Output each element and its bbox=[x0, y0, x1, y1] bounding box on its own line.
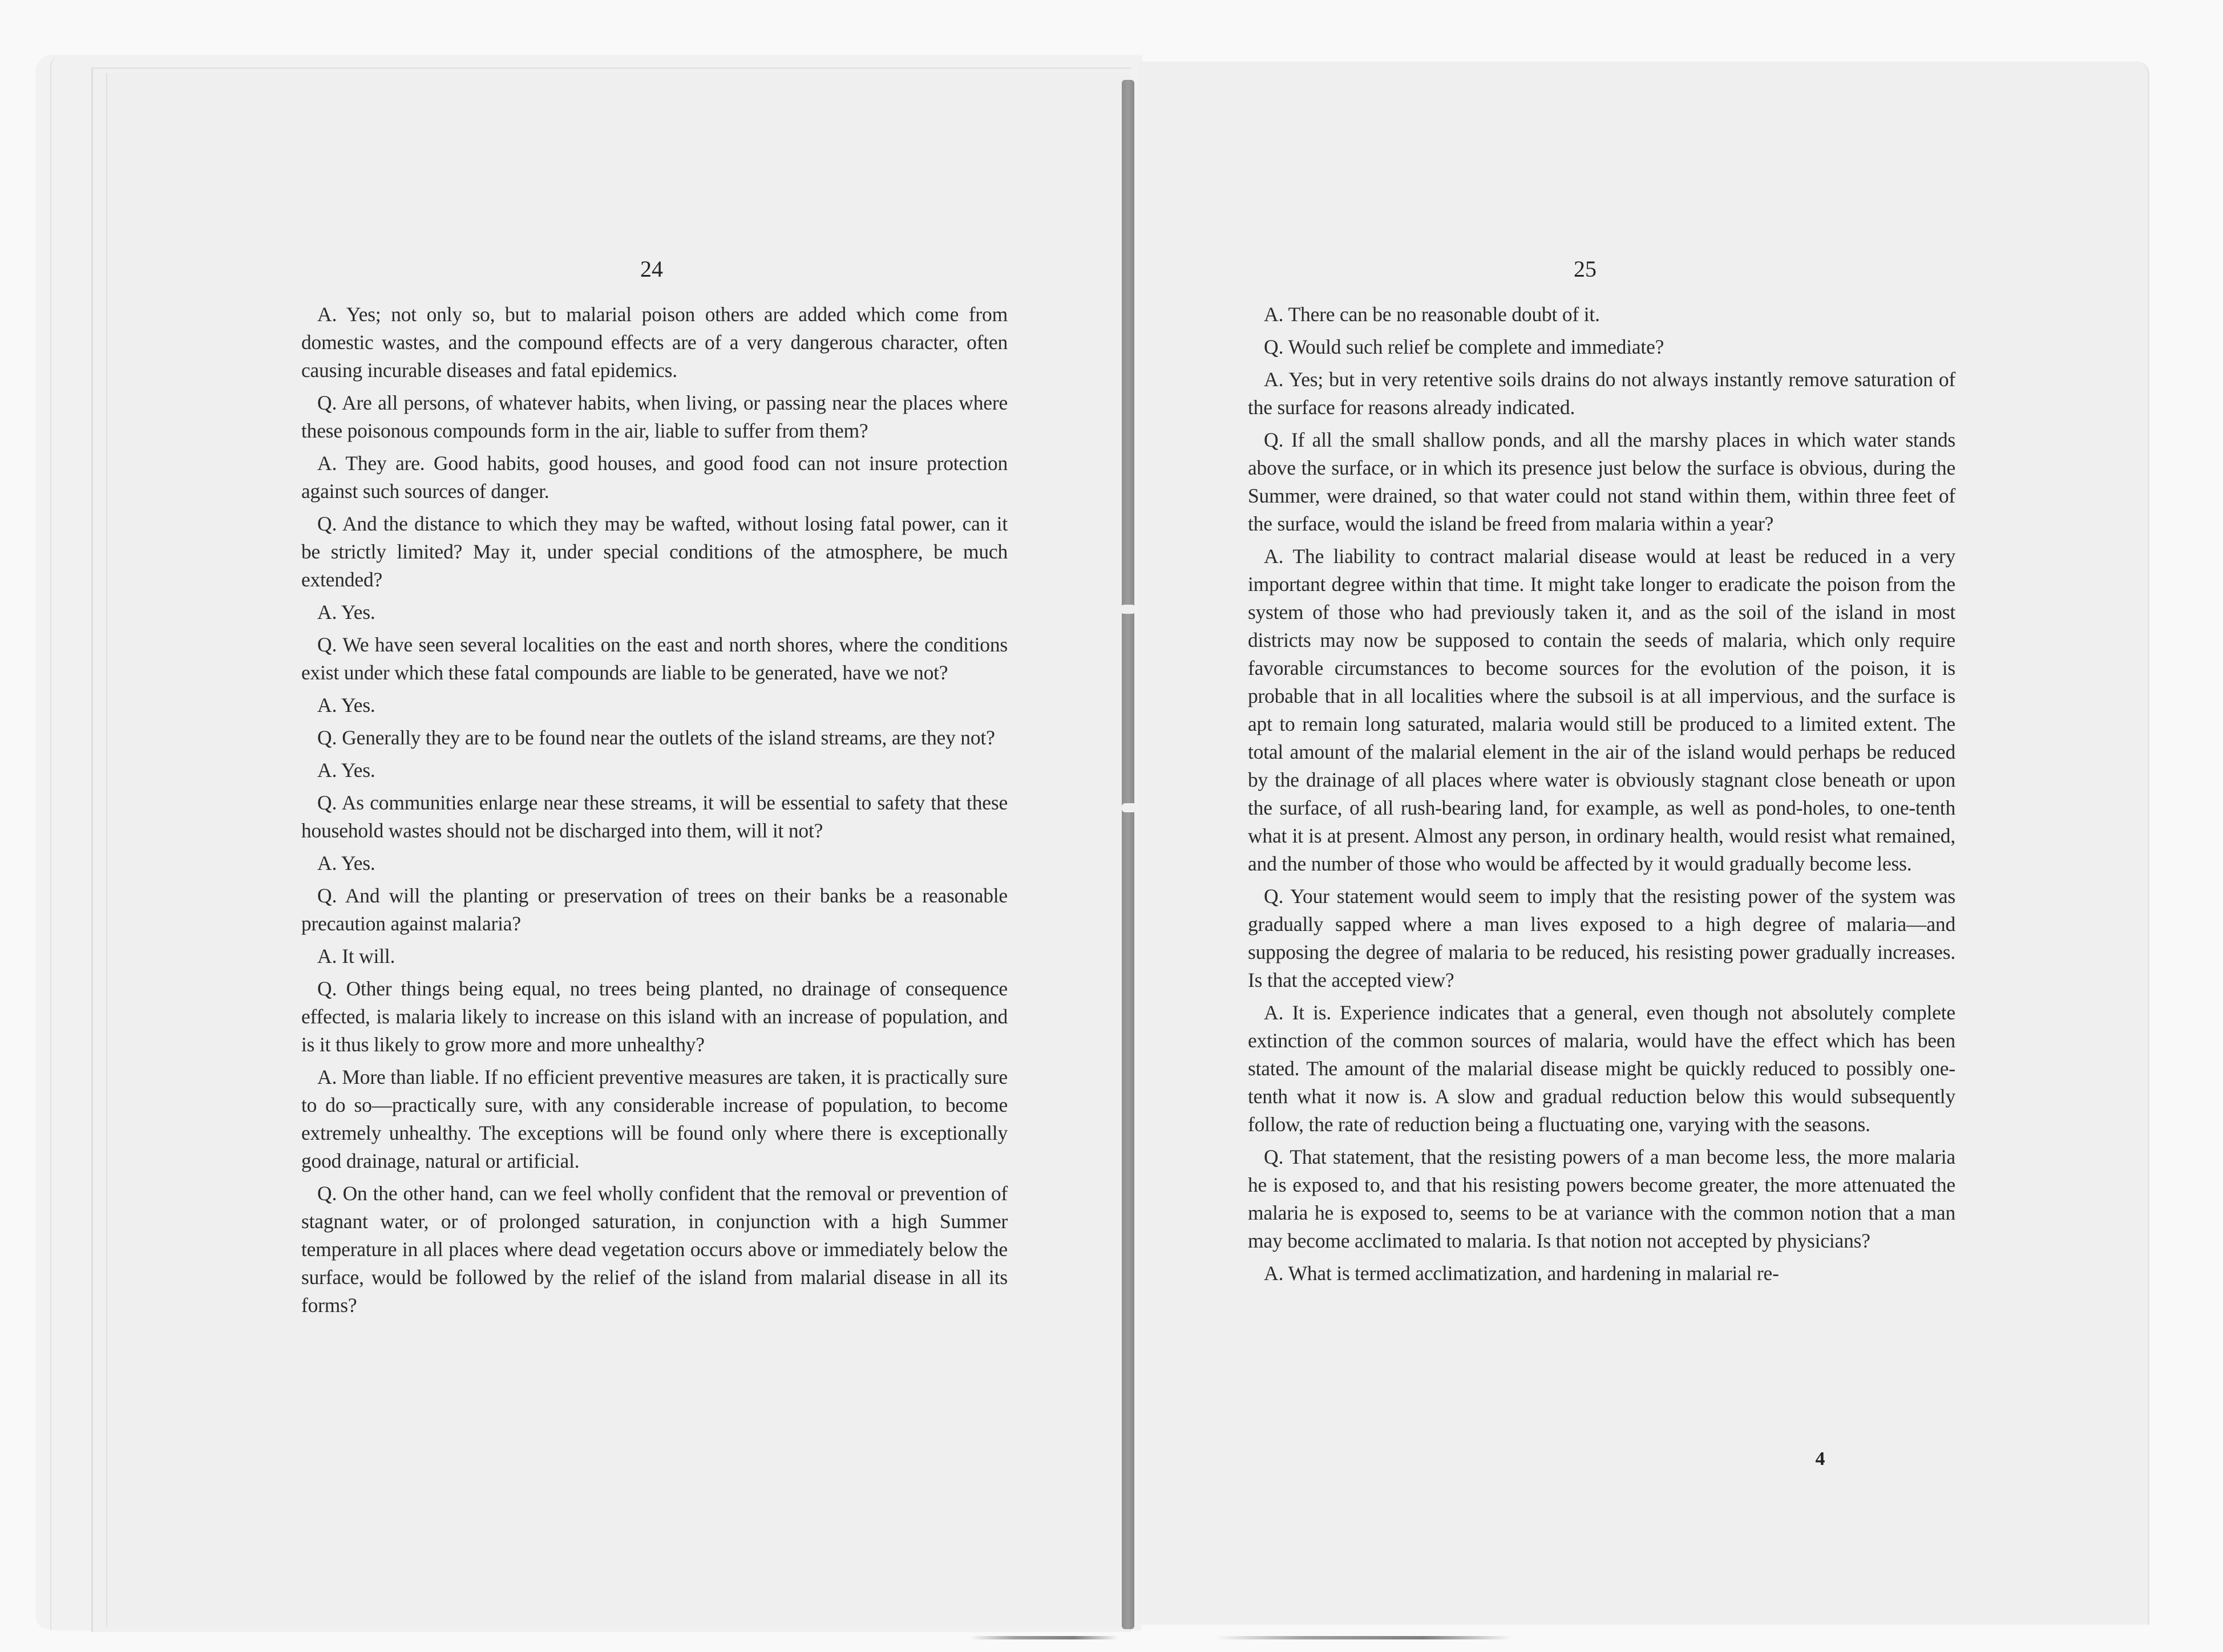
question-paragraph bbox=[301, 724, 1008, 752]
binding-thread-notch bbox=[1121, 605, 1135, 614]
paragraph-text: More than liable. If no efficient preventive measures are taken, it is practically sure to do so—practically sure, with any considerable increase of population, to become extremely unhealthy. The exceptions will be found only where there is exceptionally good drainage, natural or artificial. bbox=[301, 1066, 1008, 1172]
bottom-edge-shadow bbox=[1215, 1636, 1512, 1639]
question-paragraph bbox=[1248, 426, 1955, 538]
paragraph-text: Yes. bbox=[341, 601, 375, 623]
speaker-label: A. bbox=[317, 1066, 337, 1088]
paragraph-text: As communities enlarge near these streams, it will be essential to safety that these household wastes should not be discharged into them, will it not? bbox=[301, 791, 1008, 842]
question-paragraph bbox=[1248, 1143, 1955, 1255]
question-paragraph bbox=[301, 975, 1008, 1059]
answer-paragraph bbox=[301, 1063, 1008, 1175]
paragraph-text: There can be no reasonable doubt of it. bbox=[1288, 303, 1600, 326]
bottom-edge-shadow bbox=[970, 1636, 1118, 1639]
paragraph-text: Other things being equal, no trees being planted, no drainage of consequence effected, is malaria likely to increase on this island with an increase of population, and is it thus likely to grow more and more unhealthy? bbox=[301, 977, 1008, 1056]
page-number: 25 bbox=[1574, 256, 1596, 282]
question-paragraph bbox=[301, 882, 1008, 938]
paragraph-text: Yes; but in very retentive soils drains do not always instantly remove saturation of the surface for reasons already indicated. bbox=[1248, 368, 1956, 419]
paragraph-text: Yes. bbox=[341, 852, 375, 874]
left-page-text bbox=[301, 301, 1008, 1324]
question-paragraph bbox=[301, 510, 1008, 594]
speaker-label: Q. bbox=[1264, 428, 1284, 451]
speaker-label: A. bbox=[317, 601, 337, 623]
question-paragraph bbox=[301, 631, 1008, 687]
paragraph-text: The liability to contract malarial disease would at least be reduced in a very important degree within that time. It might take longer to eradicate the poison from the system of those who had previously taken it, and as the soil of the island in most districts may now be supposed to contain the seeds of malaria, which only require favorable circumstances to become sources for the evolution of the poison, it is probable that in all localities where the subsoil is at all impervious, and the surface is apt to remain long saturated, malaria would still be produced to a limited extent. The total amount of the malarial element in the air of the island would perhaps be reduced by the drainage of all places where water is obviously stagnant close beneath or upon the surface, of all rush-bearing land, for example, as well as pond-holes, to one-tenth what it is at present. Almost any person, in ordinary health, would resist what remained, and the number of those who would be affected by it would gradually become less. bbox=[1248, 545, 1955, 875]
speaker-label: Q. bbox=[1264, 335, 1284, 358]
speaker-label: Q. bbox=[317, 884, 337, 907]
answer-paragraph bbox=[301, 942, 1008, 970]
speaker-label: Q. bbox=[1264, 1145, 1284, 1168]
paragraph-text: What is termed acclimatization, and hardening in malarial re- bbox=[1288, 1262, 1779, 1285]
paragraph-text: If all the small shallow ponds, and all the marshy places in which water stands above the surface, or in which its presence just below the surface is obvious, during the Summer, were drained, so that water could not stand within them, within three feet of the surface, would the island be freed from malaria within a year? bbox=[1248, 428, 1955, 535]
answer-paragraph bbox=[1248, 542, 1955, 878]
speaker-label: Q. bbox=[317, 791, 337, 814]
answer-paragraph bbox=[301, 849, 1008, 877]
speaker-label: A. bbox=[1264, 303, 1284, 326]
answer-paragraph bbox=[1248, 366, 1955, 422]
speaker-label: A. bbox=[317, 945, 337, 967]
answer-paragraph bbox=[1248, 301, 1955, 329]
answer-paragraph bbox=[301, 756, 1008, 784]
speaker-label: A. bbox=[317, 759, 337, 782]
speaker-label: Q. bbox=[317, 391, 337, 414]
book-spine-binding bbox=[1122, 80, 1134, 1629]
page-number: 24 bbox=[640, 256, 663, 282]
paragraph-text: They are. Good habits, good houses, and good food can not insure protection against such sources of danger. bbox=[301, 452, 1008, 503]
speaker-label: Q. bbox=[317, 977, 337, 1000]
speaker-label: A. bbox=[1264, 1262, 1284, 1285]
right-page-text bbox=[1248, 301, 1955, 1292]
answer-paragraph bbox=[301, 598, 1008, 626]
paragraph-text: Generally they are to be found near the outlets of the island streams, are they not? bbox=[342, 726, 995, 749]
paragraph-text: Are all persons, of whatever habits, when living, or passing near the places where these poisonous compounds form in the air, liable to suffer from them? bbox=[301, 391, 1008, 442]
speaker-label: A. bbox=[317, 303, 337, 326]
question-paragraph bbox=[1248, 333, 1955, 361]
answer-paragraph bbox=[1248, 999, 1955, 1139]
paragraph-text: Yes. bbox=[341, 694, 375, 716]
paragraph-text: Would such relief be complete and immediate? bbox=[1288, 335, 1664, 358]
speaker-label: Q. bbox=[317, 633, 337, 656]
paragraph-text: And the distance to which they may be wafted, without losing fatal power, can it be strictly limited? May it, under special conditions of the atmosphere, be much extended? bbox=[301, 512, 1008, 591]
paragraph-text: It is. Experience indicates that a general, even though not absolutely complete extinction of the common sources of malaria, would have the effect which has been stated. The amount of the malarial disease might be quickly reduced to possibly one-tenth what it now is. A slow and gradual reduction below this would subsequently follow, the rate of reduction being a fluctuating one, varying with the seasons. bbox=[1248, 1001, 1955, 1136]
paragraph-text: Your statement would seem to imply that the resisting power of the system was gradually sapped where a man lives exposed to a high degree of malaria—and supposing the degree of malaria to be reduced, his resisting power gradually increases. Is that the accepted view? bbox=[1248, 885, 1955, 991]
speaker-label: Q. bbox=[317, 726, 337, 749]
paragraph-text: Yes. bbox=[341, 759, 375, 782]
paragraph-text: Yes; not only so, but to malarial poison others are added which come from domestic wastes, and the compound effects are of a very dangerous character, often causing incurable diseases and fatal epidemics. bbox=[301, 303, 1008, 382]
answer-paragraph bbox=[1248, 1260, 1955, 1287]
paragraph-text: We have seen several localities on the east and north shores, where the conditions exist under which these fatal compounds are liable to be generated, have we not? bbox=[301, 633, 1008, 684]
speaker-label: Q. bbox=[317, 512, 337, 535]
paragraph-text: On the other hand, can we feel wholly confident that the removal or prevention of stagnant water, or of prolonged saturation, in conjunction with a high Summer temperature in all places where dead vegetation occurs above or immediately below the surface, would be followed by the relief of the island from malarial disease in all its forms? bbox=[301, 1182, 1008, 1317]
speaker-label: A. bbox=[1264, 368, 1284, 391]
speaker-label: A. bbox=[317, 852, 337, 874]
speaker-label: A. bbox=[1264, 1001, 1284, 1024]
speaker-label: A. bbox=[317, 694, 337, 716]
question-paragraph bbox=[301, 389, 1008, 445]
paragraph-text: That statement, that the resisting powers of a man become less, the more malaria he is exposed to, and that his resisting powers become greater, the more attenuated the malaria he is exposed to, seems to be at variance with the common notion that a man may become acclimated to malaria. Is that notion not accepted by physicians? bbox=[1248, 1145, 1955, 1252]
answer-paragraph bbox=[301, 691, 1008, 719]
question-paragraph bbox=[1248, 882, 1955, 994]
paragraph-text: And will the planting or preservation of trees on their banks be a reasonable precaution against malaria? bbox=[301, 884, 1008, 935]
paragraph-text: It will. bbox=[342, 945, 395, 967]
binding-thread-notch bbox=[1122, 803, 1137, 812]
speaker-label: Q. bbox=[317, 1182, 337, 1205]
speaker-label: A. bbox=[317, 452, 337, 475]
speaker-label: Q. bbox=[1264, 885, 1284, 908]
answer-paragraph bbox=[301, 450, 1008, 505]
speaker-label: A. bbox=[1264, 545, 1284, 568]
question-paragraph bbox=[301, 1180, 1008, 1319]
signature-mark: 4 bbox=[1815, 1448, 1825, 1469]
answer-paragraph bbox=[301, 301, 1008, 384]
question-paragraph bbox=[301, 789, 1008, 845]
